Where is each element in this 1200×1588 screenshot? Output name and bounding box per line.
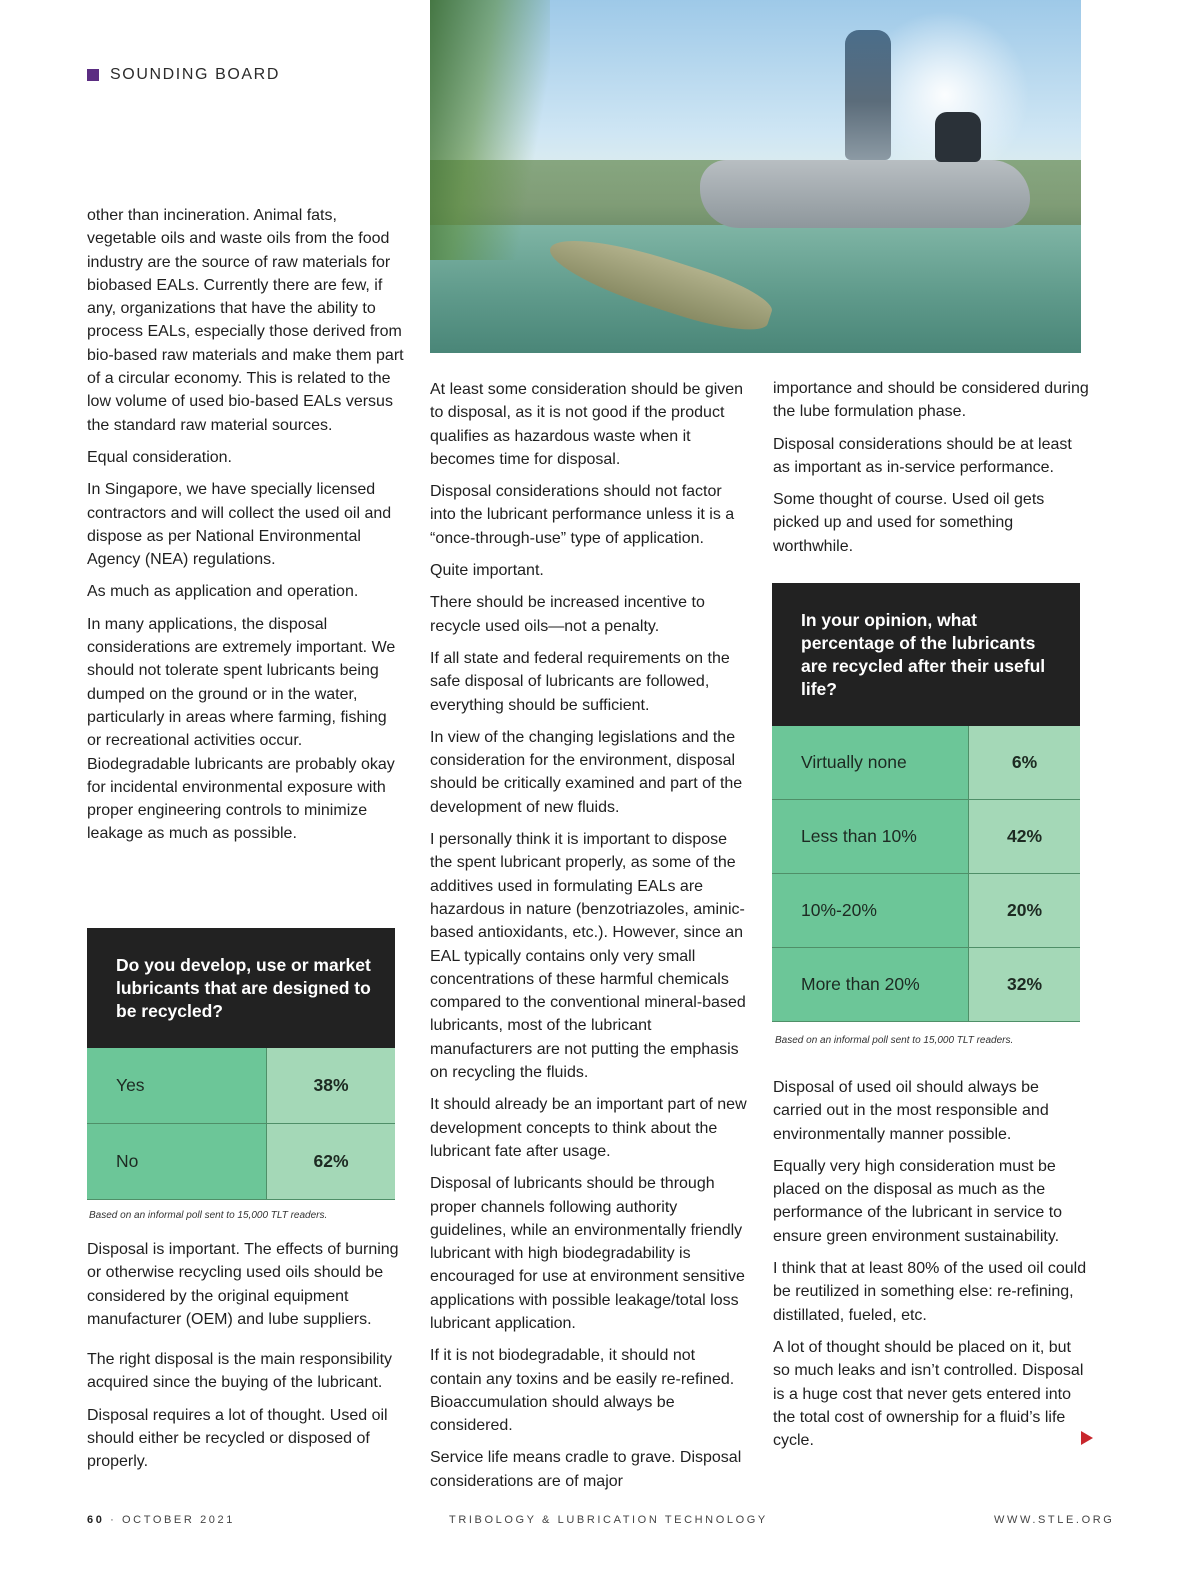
paragraph: Service life means cradle to grave. Disposal considerations are of major [430,1449,742,1490]
paragraph: A lot of thought should be placed on it, but so much leaks and isn’t controlled. Disposal is a huge cost that never gets entered into the total cost of ownership for a fluid’s life cycle. [773,1338,1084,1450]
paragraph: Equally very high consideration must be placed on the disposal as much as the performance of the lubricant in service to ensure green environment sustainability. [773,1157,1063,1245]
section-label: SOUNDING BOARD [110,66,280,83]
fisherman [845,30,891,160]
paragraph: It should already be an important part of new development concepts to think about the lubricant fate after usage. [430,1096,747,1160]
paragraph: In many applications, the disposal considerations are extremely important. We should not tolerate spent lubricants being dumped on the ground or in the water, particularly in areas where farming, fishing or recreational activities occur. Biodegradable lubricants are probably okay for incidental environmental exposure with proper engineering controls to minimize leakage as much as possible. [87,615,396,843]
poll-percent: 38% [267,1048,395,1123]
poll-percent: 20% [969,874,1080,947]
website-link[interactable]: WWW.STLE.ORG [994,1514,1115,1526]
issue-date: OCTOBER 2021 [122,1514,235,1526]
paragraph: Disposal requires a lot of thought. Used oil should either be recycled or disposed of properly. [87,1406,388,1471]
article-column-3-continued [773,1076,1091,1461]
reeds [430,0,550,260]
paragraph: Quite important. [430,562,544,580]
poll-question: In your opinion, what percentage of the lubricants are recycled after their useful life? [772,583,1080,726]
poll-row [87,1124,395,1200]
paragraph: Disposal considerations should not factor into the lubricant performance unless it is a “once-through-use” type of application. [430,483,735,547]
paragraph: The right disposal is the main responsibility acquired since the buying of the lubricant. [87,1351,393,1392]
paragraph: In view of the changing legislations and the consideration for the environment, disposal should be critically examined and part of the development of new fluids. [430,728,743,816]
poll-percent: 6% [969,726,1080,799]
poll-footnote: Based on an informal poll sent to 15,000 TLT readers. [89,1210,328,1221]
paragraph: In Singapore, we have specially licensed contractors and will collect the used oil and dispose as per National Environmental Agency (NEA) regulations. [87,481,392,569]
poll-answer: Less than 10% [772,800,969,873]
section-square-icon [87,69,99,81]
continue-arrow-icon [1081,1431,1093,1445]
poll-row [87,1048,395,1124]
poll-answer: Yes [87,1048,267,1123]
poll-answer: Virtually none [772,726,969,799]
poll-answer: 10%-20% [772,874,969,947]
poll-box-recycled-percentage [772,583,1080,1022]
poll-percent: 32% [969,948,1080,1021]
paragraph: Disposal of lubricants should be through proper channels following authority guidelines, while an environmentally friendly lubricant with high biodegradability is encouraged for use at environment sensitive applications with possible leakage/total loss lubricant application. [430,1175,745,1332]
paragraph: Some thought of course. Used oil gets picked up and used for something worthwhile. [773,491,1045,555]
outboard-motor [935,112,981,162]
paragraph: other than incineration. Animal fats, vegetable oils and waste oils from the food industry are the source of raw materials for biobased EALs. Currently there are few, if any, organizations that have the ability to process EALs, especially those derived from bio-based raw materials and make them part of a circular economy. This is related to the low volume of used bio-based EALs versus the standard raw material sources. [87,207,404,434]
paragraph: importance and should be considered during the lube formulation phase. [773,380,1089,421]
poll-row [772,726,1080,800]
article-column-2 [430,378,748,1502]
paragraph: If it is not biodegradable, it should not contain any toxins and be easily re-refined. Bioaccumulation should always be considered. [430,1347,735,1435]
magazine-name: TRIBOLOGY & LUBRICATION TECHNOLOGY [449,1514,768,1526]
hero-photo-fisherman [430,0,1081,353]
paragraph: Disposal of used oil should always be carried out in the most responsible and environmentally manner possible. [773,1079,1049,1143]
paragraph: Disposal is important. The effects of burning or otherwise recycling used oils should be considered by the original equipment manufacturer (OEM) and lube suppliers. [87,1241,399,1328]
poll-answer: More than 20% [772,948,969,1021]
poll-percent: 62% [267,1124,395,1199]
paragraph: Equal consideration. [87,448,232,466]
poll-answer: No [87,1124,267,1199]
section-header [87,66,280,84]
article-column-1-continued [87,1238,405,1483]
article-column-3 [773,377,1091,567]
poll-row [772,800,1080,874]
paragraph: I think that at least 80% of the used oil could be reutilized in something else: re-refining, distillated, fueled, etc. [773,1260,1087,1324]
paragraph: As much as application and operation. [87,583,359,601]
paragraph: If all state and federal requirements on the safe disposal of lubricants are followed, everything should be sufficient. [430,649,730,714]
page-number: 60 [87,1514,105,1526]
footer-page-info [87,1514,235,1526]
footer-separator: · [110,1514,117,1526]
article-column-1 [87,204,405,855]
poll-row [772,948,1080,1022]
poll-row [772,874,1080,948]
poll-percent: 42% [969,800,1080,873]
poll-question: Do you develop, use or market lubricants that are designed to be recycled? [87,928,395,1048]
poll-box-recycled-design [87,928,395,1200]
paragraph: There should be increased incentive to recycle used oils—not a penalty. [430,594,705,635]
poll-footnote: Based on an informal poll sent to 15,000 TLT readers. [775,1035,1014,1046]
paragraph: I personally think it is important to dispose the spent lubricant properly, as some of the additives used in formulating EALs are hazardous in nature (benzotriazoles, aminic-based antioxidants, etc.). However, since an EAL typically contains only very small concentrations of these harmful chemicals compared to the conventional mineral-based lubricants, most of the lubricant manufacturers are not putting the emphasis on recycling the fluids. [430,831,746,1082]
paragraph: Disposal considerations should be at least as important as in-service performance. [773,435,1072,476]
inflatable-boat [700,160,1030,228]
paragraph: At least some consideration should be given to disposal, as it is not good if the product qualifies as hazardous waste when it becomes time for disposal. [430,381,744,468]
